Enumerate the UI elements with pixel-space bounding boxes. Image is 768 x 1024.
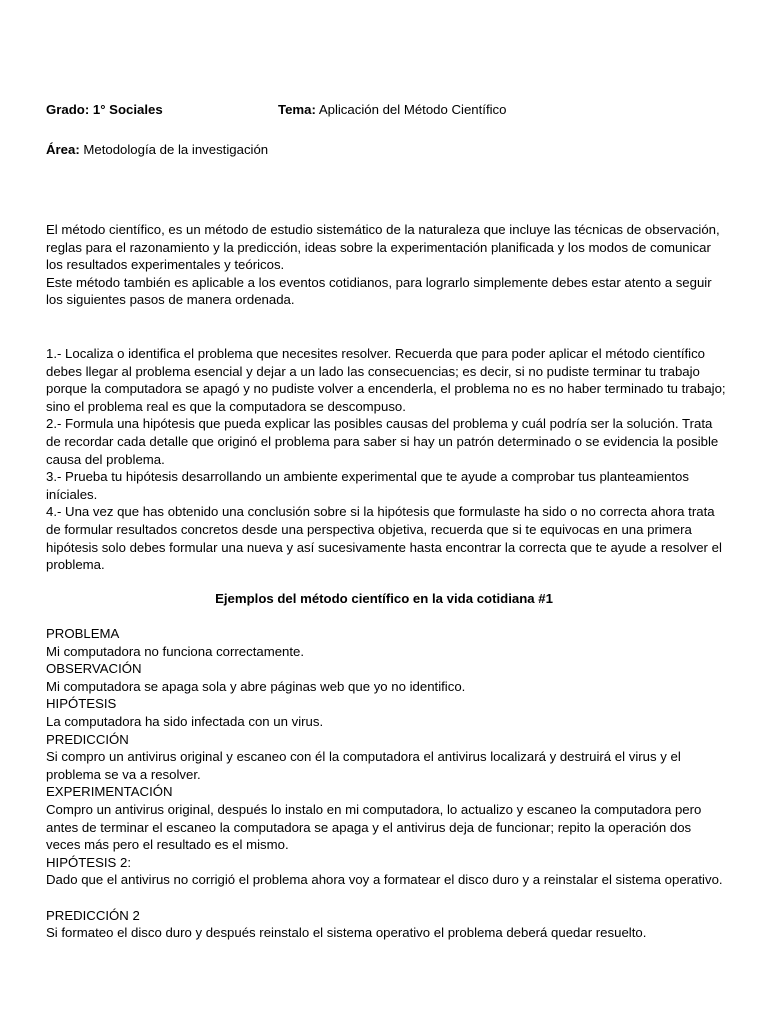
tema-label: Tema: [278,102,316,117]
step-item: 1.- Localiza o identifica el problema que necesites resolver. Recuerda que para poder aplicar el método científico debes llegar al problema esencial y dejar a un lado las consecuencias; es decir, si no pudiste terminar tu trabajo porque la computadora se apagó y no pudiste volver a encenderla, el problema no es no haber terminado tu trabajo; sino el problema real es que la computadora se descompuso. [46,346,726,414]
area-label: Área: [46,142,80,157]
grado-label: Grado: [46,102,90,117]
example-section [46,625,726,942]
observacion-text: Mi computadora se apaga sola y abre páginas web que yo no identifico. [46,678,466,694]
prediccion2-label: PREDICCIÓN 2 [46,907,140,923]
problema-text: Mi computadora no funciona correctamente. [46,643,305,659]
prediccion2-text: Si formateo el disco duro y después reinstalo el sistema operativo el problema deberá quedar resuelto. [46,925,647,941]
intro-paragraph: El método científico, es un método de estudio sistemático de la naturaleza que incluye las técnicas de observación, reglas para el razonamiento y la predicción, ideas sobre la experimentación planificada y los modos de comunicar los resultados experimentales y teóricos. [46,222,720,273]
step-item: 3.- Prueba tu hipótesis desarrollando un ambiente experimental que te ayude a comprobar tus planteamientos iníciales. [46,469,689,502]
step-item: 4.- Una vez que has obtenido una conclusión sobre si la hipótesis que formulaste ha sido o no correcta ahora trata de formular resultados concretos desde una perspectiva objetiva, recuerda que si te equivocas en una primera hipótesis solo debes formular una nueva y así sucesivamente hasta encontrar la correcta que te ayude a resolver el problema. [46,504,722,573]
example-heading: Ejemplos del método científico en la vida cotidiana #1 [215,591,553,606]
steps-section [46,345,726,574]
experimentacion-text: Compro un antivirus original, después lo instalo en mi computadora, lo actualizo y escaneo la computadora pero antes de terminar el escaneo la computadora se apaga y el antivirus deja de funcionar; repito la operación dos veces más pero el resultado es el mismo. [46,801,702,853]
step-item: 2.- Formula una hipótesis que pueda explicar las posibles causas del problema y cuál podría ser la solución. Trata de recordar cada detalle que originó el problema para saber si hay un patrón determinado o se evidencia la posible causa del problema. [46,416,719,467]
prediccion-text: Si compro un antivirus original y escaneo con él la computadora el antivirus localizará y destruirá el virus y el problema se va a resolver. [46,749,681,782]
observacion-label: OBSERVACIÓN [46,661,142,677]
hipotesis2-text: Dado que el antivirus no corrigió el problema ahora voy a formatear el disco duro y a reinstalar el sistema operativo. [46,872,723,888]
blank-line [46,889,726,907]
prediccion-label: PREDICCIÓN [46,731,129,747]
grado-value: 1° Sociales [92,102,163,117]
problema-label: PROBLEMA [46,626,120,641]
tema-line [278,101,506,119]
grado-line [46,101,163,119]
experimentacion-label: EXPERIMENTACIÓN [46,784,173,800]
intro-paragraph: Este método también es aplicable a los eventos cotidianos, para lograrlo simplemente debes estar atento a seguir los siguientes pasos de manera ordenada. [46,274,712,308]
hipotesis-text: La computadora ha sido infectada con un virus. [46,713,324,729]
area-line [46,141,268,159]
tema-value: Aplicación del Método Científico [318,102,507,117]
hipotesis2-label: HIPÓTESIS 2: [46,854,132,870]
hipotesis-label: HIPÓTESIS [46,696,117,712]
intro-section [46,221,726,309]
area-value: Metodología de la investigación [83,142,269,157]
